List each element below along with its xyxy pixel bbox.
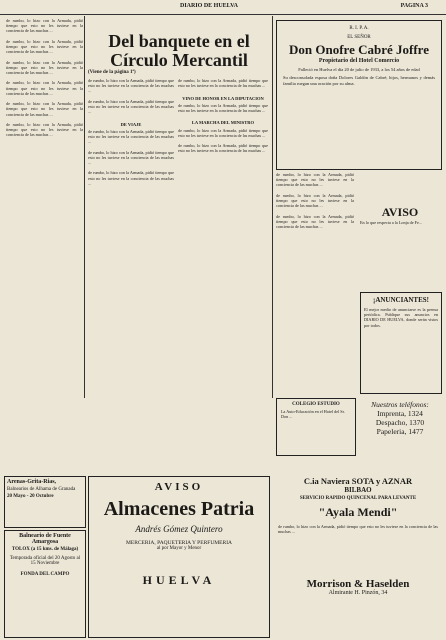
advertisers-body: El mejor medio de anunciarse es la prensa periódica. Publique sus anuncios en DIARIO DE HUELVA, donde serán vistos por todos.: [364, 307, 438, 328]
advertisers-title: ¡ANUNCIANTES!: [372, 296, 429, 304]
right-column-a: de rumbo, lo hizo con la Armada, pidió tiempo que esto no les tuviese en la conciencia de las muchas ... de rumbo, lo hizo con la Armada, pidió tiempo que esto no les tuviese en la conciencia de las muchas ... de rumbo, lo hizo con la Armada, pidió tiempo que esto no les tuviese en la conciencia de las muchas ...: [276, 172, 354, 230]
telephone-office: Despacho, 1370: [375, 418, 425, 427]
colophon-box: [276, 398, 356, 456]
obit-intro: EL SEÑOR: [347, 35, 371, 40]
ad-arenas-sub: Balnearios de Alhama de Granada: [7, 487, 76, 492]
ad-tolox-fonda: FONDA DEL CAMPO: [20, 572, 70, 577]
naviera-city: BILBAO: [344, 486, 372, 494]
page-header: [0, 0, 446, 15]
left-column-text: de rumbo, lo hizo con la Armada, pidió tiempo que esto no les tuviese en la conciencia de las muchas ... de rumbo, lo hizo con la Armada, pidió tiempo que esto no les tuviese en la conciencia de las muchas ... de rumbo, lo hizo con la Armada, pidió tiempo que esto no les tuviese en la conciencia de las muchas ... de rumbo, lo hizo con la Armada, pidió tiempo que esto no les tuviese en la conciencia de las muchas ... de rumbo, lo hizo con la Armada, pidió tiempo que esto no les tuviese en la conciencia de las muchas ... de rumbo, lo hizo con la Armada, pidió tiempo que esto no les tuviese en la conciencia de las muchas ...: [6, 18, 83, 138]
ad-arenas-title: Arenas-Grita-Rias,: [7, 479, 57, 485]
ad-detail: al por Mayor y Menor: [156, 546, 202, 551]
ad-store-name: Almacenes Patria: [103, 498, 255, 520]
colophon-title: COLEGIO ESTUDIO: [292, 402, 340, 407]
ad-almacenes-patria: [88, 476, 270, 638]
telephone-printing: Imprenta, 1324: [377, 409, 423, 418]
ad-arenas-dates: 20 Mayo - 20 Octubre: [7, 494, 54, 499]
section-subhead-de-viaje: DE VIAJE: [120, 121, 142, 127]
obit-body: Su desconsolada esposa doña Dolores Galdón de Cabré; hijos, hermanos y demás familia ruegan una oración por su alma.: [283, 75, 435, 86]
ad-tolox-sub: TOLOX (a 15 kms. de Málaga): [11, 547, 79, 552]
telephone-stationery: Papeleria, 1477: [376, 427, 424, 436]
ad-tolox-season: Temporada oficial del 20 Agosto al 15 Noviembre: [9, 556, 81, 566]
naviera-ship: "Ayala Mendi": [318, 505, 398, 519]
page-number: PAGINA 3: [400, 3, 428, 9]
ad-tagline: MERCERIA, PAQUETERIA Y PERFUMERIA: [125, 540, 233, 546]
main-column-b: de rumbo, lo hizo con la Armada, pidió tiempo que esto no les tuviese en la conciencia de las muchas ... VINO DE HONOR EN LA DIPUTACION de rumbo, lo hizo con la Armada, pidió tiempo que esto no les tuviese en la conciencia de las muchas ... LA MARCHA DEL MINISTRO de rumbo, lo hizo con la Armada, pidió tiempo que esto no les tuviese en la conciencia de las muchas ... de rumbo, lo hizo con la Armada, pidió tiempo que esto no les tuviese en la conciencia de las muchas ...: [178, 78, 268, 154]
naviera-service: SERVICIO RAPIDO QUINCENAL PARA LEVANTE: [299, 496, 417, 501]
ad-tolox-title: Balneario de Fuente Amargosa: [19, 533, 71, 545]
naviera-body: de rumbo, lo hizo con la Armada, pidió tiempo que esto no les tuviese en la conciencia de las muchas ...: [278, 524, 438, 535]
advertisers-box: [360, 292, 442, 394]
article-headline: Del banquete en el Círculo Mercantil: [108, 31, 250, 70]
ad-owner: Andrés Gómez Quintero: [135, 524, 223, 534]
ad-naviera: [276, 476, 440, 636]
main-column-a: de rumbo, lo hizo con la Armada, pidió tiempo que esto no les tuviese en la conciencia de las muchas ... de rumbo, lo hizo con la Armada, pidió tiempo que esto no les tuviese en la conciencia de las muchas ... DE VIAJE de rumbo, lo hizo con la Armada, pidió tiempo que esto no les tuviese en la conciencia de las muchas ... de rumbo, lo hizo con la Armada, pidió tiempo que esto no les tuviese en la conciencia de las muchas ... de rumbo, lo hizo con la Armada, pidió tiempo que esto no les tuviese en la conciencia de las muchas ...: [88, 78, 174, 186]
naviera-name: C.ia Naviera SOTA y AZNAR: [303, 476, 413, 486]
paper-name: DIARIO DE HUELVA: [180, 3, 239, 9]
ad-aviso: AVISO: [154, 481, 204, 493]
article-subtitle: (Viene de la página 1ª): [88, 70, 136, 75]
naviera-agent: Morrison & Haselden: [306, 578, 410, 590]
aviso-body: En lo que respecta a la Lonja de Fe...: [360, 220, 422, 225]
column-rule: [272, 16, 273, 398]
obit-role: Propietario del Hotel Comercio: [318, 58, 400, 64]
aviso-title: AVISO: [381, 205, 419, 219]
obit-line: Falleció en Huelva el día 20 de julio de 1933, a los 54 años de edad: [298, 67, 420, 72]
section-subhead-vino: VINO DE HONOR EN LA DIPUTACION: [182, 95, 264, 101]
obituary-notice: [276, 20, 442, 170]
ad-tolox: [4, 530, 86, 638]
column-rule: [84, 16, 85, 398]
telephones-block: [360, 400, 440, 436]
obit-name: Don Onofre Cabré Joffre: [289, 42, 429, 57]
telephones-title: Nuestros teléfonos:: [371, 400, 429, 409]
colophon-text: La Auto-Educación en el Hotel del Sr. Don ...: [281, 409, 345, 420]
ad-city: HUELVA: [142, 573, 216, 587]
section-subhead-marcha: LA MARCHA DEL MINISTRO: [191, 120, 255, 126]
aviso-right: [360, 205, 440, 270]
naviera-address: Almirante H. Pinzón, 34: [328, 590, 388, 596]
rip-text: R. I. P. A.: [349, 26, 369, 31]
ad-arenas: [4, 476, 86, 528]
